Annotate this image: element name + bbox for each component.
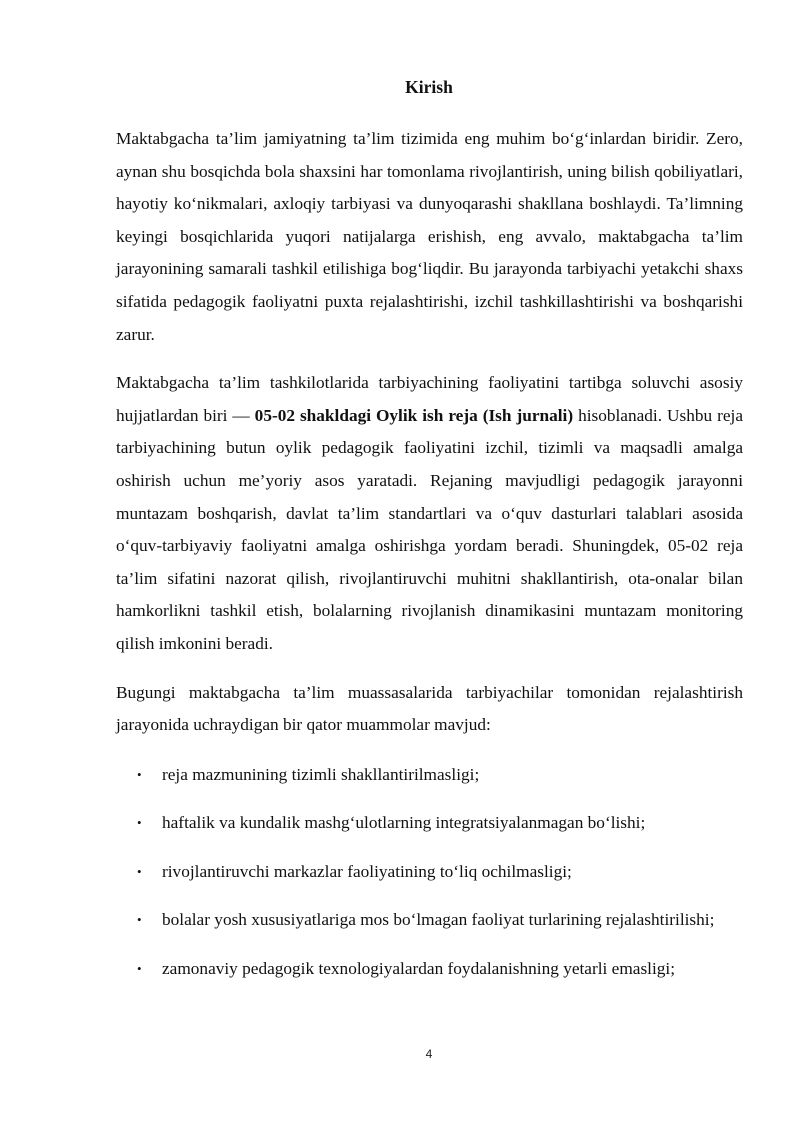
list-item (116, 856, 743, 889)
paragraph-intro: Maktabgacha ta’lim jamiyatning ta’lim tizimida eng muhim bo‘g‘inlardan biridir. Zero, aynan shu bosqichda bola shaxsini har tomonlama rivojlantirish, uning bilish qobiliyatlari, hayotiy ko‘nikmalari, axloqiy tarbiyasi va dunyoqarashi shakllana boshlaydi. Ta’limning keyingi bosqichlarida yuqori natijalarga erishish, eng avvalo, maktabgacha ta’lim jarayonining samarali tashkil etilishiga bog‘liqdir. Bu jarayonda tarbiyachi yetakchi shaxs sifatida pedagogik faoliyatni puxta rejalashtirishi, izchil tashkillashtirishi va boshqarishi zarur. (116, 129, 743, 344)
list-item (116, 759, 743, 792)
document-body (116, 123, 743, 1002)
paragraph-plan-text-after: hisoblanadi. Ushbu reja tarbiyachining butun oylik pedagogik faoliyatini izchil, tizimli va maqsadli amalga oshirish uchun me’yoriy asos yaratadi. Rejaning mavjudligi pedagogik jarayonni muntazam boshqarish, davlat ta’lim standartlari va o‘quv dasturlari talablari asosida o‘quv-tarbiyaviy faoliyatni amalga oshirishga yordam beradi. Shuningdek, 05-02 reja ta’lim sifatini nazorat qilish, rivojlantiruvchi muhitni shakllantirish, ota-onalar bilan hamkorlikni tashkil etish, bolalarning rivojlanish dinamikasini muntazam monitoring qilish imkonini beradi. (116, 405, 743, 653)
list-item-text: haftalik va kundalik mashg‘ulotlarning integratsiyalanmagan bo‘lishi; (162, 813, 646, 833)
paragraph-plan-text-before: Maktabgacha ta’lim tashkilotlarida tarbiyachining faoliyatini tartibga soluvchi asosiy hujjatlardan biri — (116, 373, 743, 425)
paragraph-problems: Bugungi maktabgacha ta’lim muassasalarida tarbiyachilar tomonidan rejalashtirish jarayonida uchraydigan bir qator muammolar mavjud: (116, 682, 743, 735)
page-heading: Kirish (405, 77, 453, 97)
bullet-dot-icon: • (137, 863, 142, 879)
page-number: 4 (425, 1047, 433, 1061)
list-item-text: reja mazmunining tizimli shakllantirilmasligi; (162, 764, 480, 784)
list-item (116, 953, 743, 986)
bullet-dot-icon: • (137, 961, 142, 977)
problems-list (116, 759, 743, 986)
list-item (116, 904, 743, 937)
bullet-dot-icon: • (137, 912, 142, 928)
paragraph-plan (116, 367, 743, 660)
paragraph-plan-bold-title: 05-02 shakldagi Oylik ish reja (Ish jurnali) (254, 405, 574, 425)
bullet-dot-icon: • (137, 766, 142, 782)
list-item-text: zamonaviy pedagogik texnologiyalardan foydalanishning yetarli emasligi; (162, 959, 676, 979)
list-item-text: bolalar yosh xususiyatlariga mos bo‘lmagan faoliyat turlarining rejalashtirilishi; (162, 910, 715, 930)
list-item-text: rivojlantiruvchi markazlar faoliyatining to‘liq ochilmasligi; (162, 861, 572, 881)
bullet-dot-icon: • (137, 815, 142, 831)
list-item (116, 807, 743, 840)
